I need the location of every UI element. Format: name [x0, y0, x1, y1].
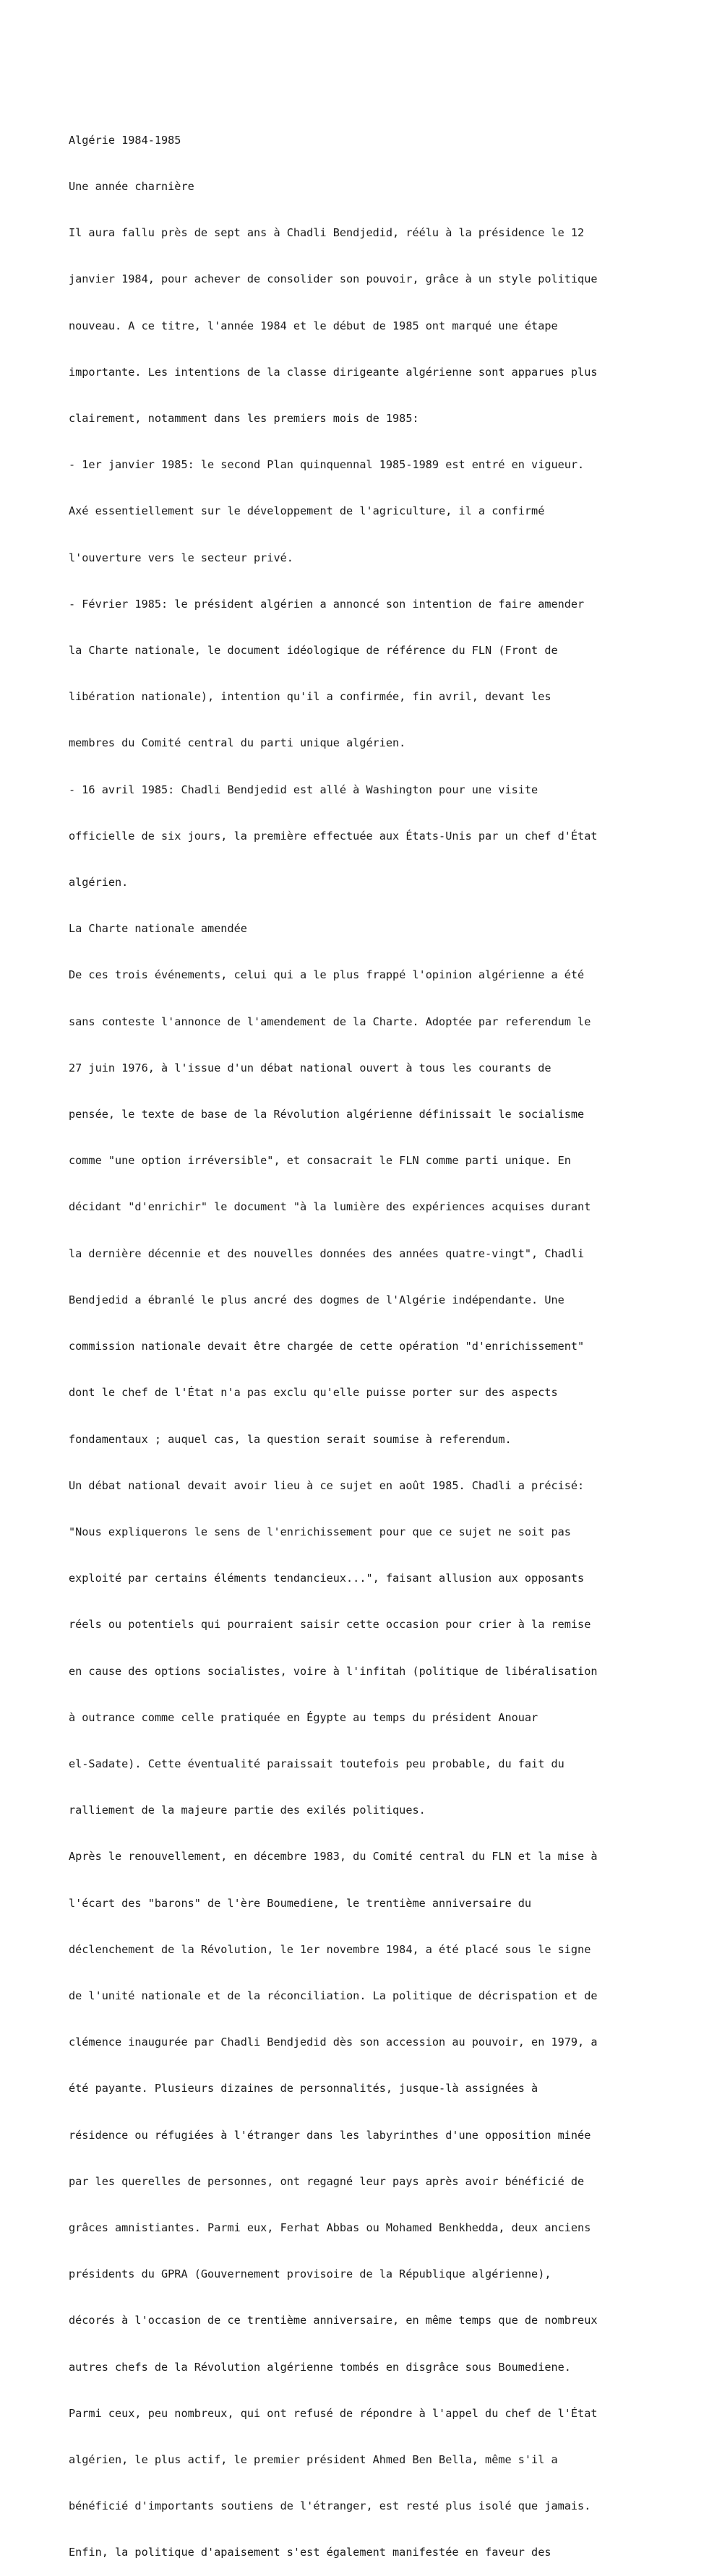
text-line: sans conteste l'annonce de l'amendement de la Charte. Adoptée par referendum le	[69, 1015, 591, 1028]
text-line: réels ou potentiels qui pourraient saisir cette occasion pour crier à la remise	[69, 1618, 591, 1632]
text-line: Bendjedid a ébranlé le plus ancré des dogmes de l'Algérie indépendante. Une	[69, 1293, 564, 1306]
text-line: Après le renouvellement, en décembre 1983, du Comité central du FLN et la mise à	[69, 1850, 598, 1864]
text-line: "Nous expliquerons le sens de l'enrichissement pour que ce sujet ne soit pas	[69, 1525, 571, 1538]
text-line: dont le chef de l'État n'a pas exclu qu'elle puisse porter sur des aspects	[69, 1386, 558, 1400]
text-line: exploité par certains éléments tendancieux...", faisant allusion aux opposants	[69, 1572, 585, 1585]
text-line: ralliement de la majeure partie des exilés politiques.	[69, 1804, 426, 1817]
text-line: pensée, le texte de base de la Révolution algérienne définissait le socialisme	[69, 1108, 585, 1121]
text-line: janvier 1984, pour achever de consolider son pouvoir, grâce à un style politique	[69, 272, 598, 286]
text-line: l'écart des "barons" de l'ère Boumediene, le trentième anniversaire du	[69, 1896, 532, 1910]
text-line: présidents du GPRA (Gouvernement provisoire de la République algérienne),	[69, 2267, 551, 2281]
text-line: importante. Les intentions de la classe dirigeante algérienne sont apparues plus	[69, 365, 598, 379]
text-line: déclenchement de la Révolution, le 1er novembre 1984, a été placé sous le signe	[69, 1942, 591, 1956]
text-line: Parmi ceux, peu nombreux, qui ont refusé de répondre à l'appel du chef de l'État	[69, 2406, 598, 2420]
text-line: el-Sadate). Cette éventualité paraissait toutefois peu probable, du fait du	[69, 1757, 564, 1770]
text-line: Enfin, la politique d'apaisement s'est également manifestée en faveur des	[69, 2546, 551, 2559]
text-line: par les querelles de personnes, ont regagné leur pays après avoir bénéficié de	[69, 2174, 585, 2188]
text-line: algérien.	[69, 876, 129, 889]
text-line: bénéficié d'importants soutiens de l'étranger, est resté plus isolé que jamais.	[69, 2499, 591, 2513]
list-item-line: - 16 avril 1985: Chadli Bendjedid est allé à Washington pour une visite	[69, 783, 538, 796]
document-title: Algérie 1984-1985	[69, 133, 181, 147]
text-line: de l'unité nationale et de la réconciliation. La politique de décrispation et de	[69, 1989, 598, 2002]
section-heading: La Charte nationale amendée	[69, 922, 247, 936]
text-line: en cause des options socialistes, voire à l'infitah (politique de libéralisation	[69, 1664, 598, 1678]
text-line: Axé essentiellement sur le développement de l'agriculture, il a confirmé	[69, 504, 545, 518]
text-line: grâces amnistiantes. Parmi eux, Ferhat Abbas ou Mohamed Benkhedda, deux anciens	[69, 2220, 591, 2234]
text-line: Il aura fallu près de sept ans à Chadli Bendjedid, réélu à la présidence le 12	[69, 226, 585, 240]
document-body	[69, 102, 690, 2576]
text-line: décorés à l'occasion de ce trentième anniversaire, en même temps que de nombreux	[69, 2314, 598, 2327]
text-line: 27 juin 1976, à l'issue d'un débat national ouvert à tous les courants de	[69, 1061, 551, 1074]
text-line: algérien, le plus actif, le premier président Ahmed Ben Bella, même s'il a	[69, 2452, 558, 2466]
text-line: Un débat national devait avoir lieu à ce sujet en août 1985. Chadli a précisé:	[69, 1478, 585, 1492]
list-item-line: - 1er janvier 1985: le second Plan quinquennal 1985-1989 est entré en vigueur.	[69, 458, 585, 472]
text-line: commission nationale devait être chargée de cette opération "d'enrichissement"	[69, 1340, 585, 1353]
text-line: la Charte nationale, le document idéologique de référence du FLN (Front de	[69, 644, 558, 658]
text-line: membres du Comité central du parti unique algérien.	[69, 736, 406, 750]
text-line: été payante. Plusieurs dizaines de personnalités, jusque-là assignées à	[69, 2082, 538, 2095]
text-line: libération nationale), intention qu'il a confirmée, fin avril, devant les	[69, 690, 551, 704]
text-line: officielle de six jours, la première effectuée aux États-Unis par un chef d'État	[69, 829, 598, 843]
text-line: De ces trois événements, celui qui a le plus frappé l'opinion algérienne a été	[69, 968, 585, 982]
text-line: à outrance comme celle pratiquée en Égypte au temps du président Anouar	[69, 1710, 538, 1724]
text-line: clémence inaugurée par Chadli Bendjedid dès son accession au pouvoir, en 1979, a	[69, 2036, 598, 2049]
text-line: résidence ou réfugiées à l'étranger dans les labyrinthes d'une opposition minée	[69, 2128, 591, 2142]
text-line: clairement, notamment dans les premiers mois de 1985:	[69, 412, 419, 426]
text-line: comme "une option irréversible", et consacrait le FLN comme parti unique. En	[69, 1154, 571, 1168]
document-subtitle: Une année charnière	[69, 180, 194, 194]
text-line: la dernière décennie et des nouvelles données des années quatre-vingt", Chadli	[69, 1246, 585, 1260]
text-line: l'ouverture vers le secteur privé.	[69, 551, 293, 564]
list-item-line: - Février 1985: le président algérien a annoncé son intention de faire amender	[69, 597, 585, 611]
text-line: fondamentaux ; auquel cas, la question serait soumise à referendum.	[69, 1432, 512, 1446]
text-line: autres chefs de la Révolution algérienne tombés en disgrâce sous Boumediene.	[69, 2360, 571, 2374]
text-line: décidant "d'enrichir" le document "à la lumière des expériences acquises durant	[69, 1200, 591, 1214]
text-line: nouveau. A ce titre, l'année 1984 et le début de 1985 ont marqué une étape	[69, 319, 558, 332]
